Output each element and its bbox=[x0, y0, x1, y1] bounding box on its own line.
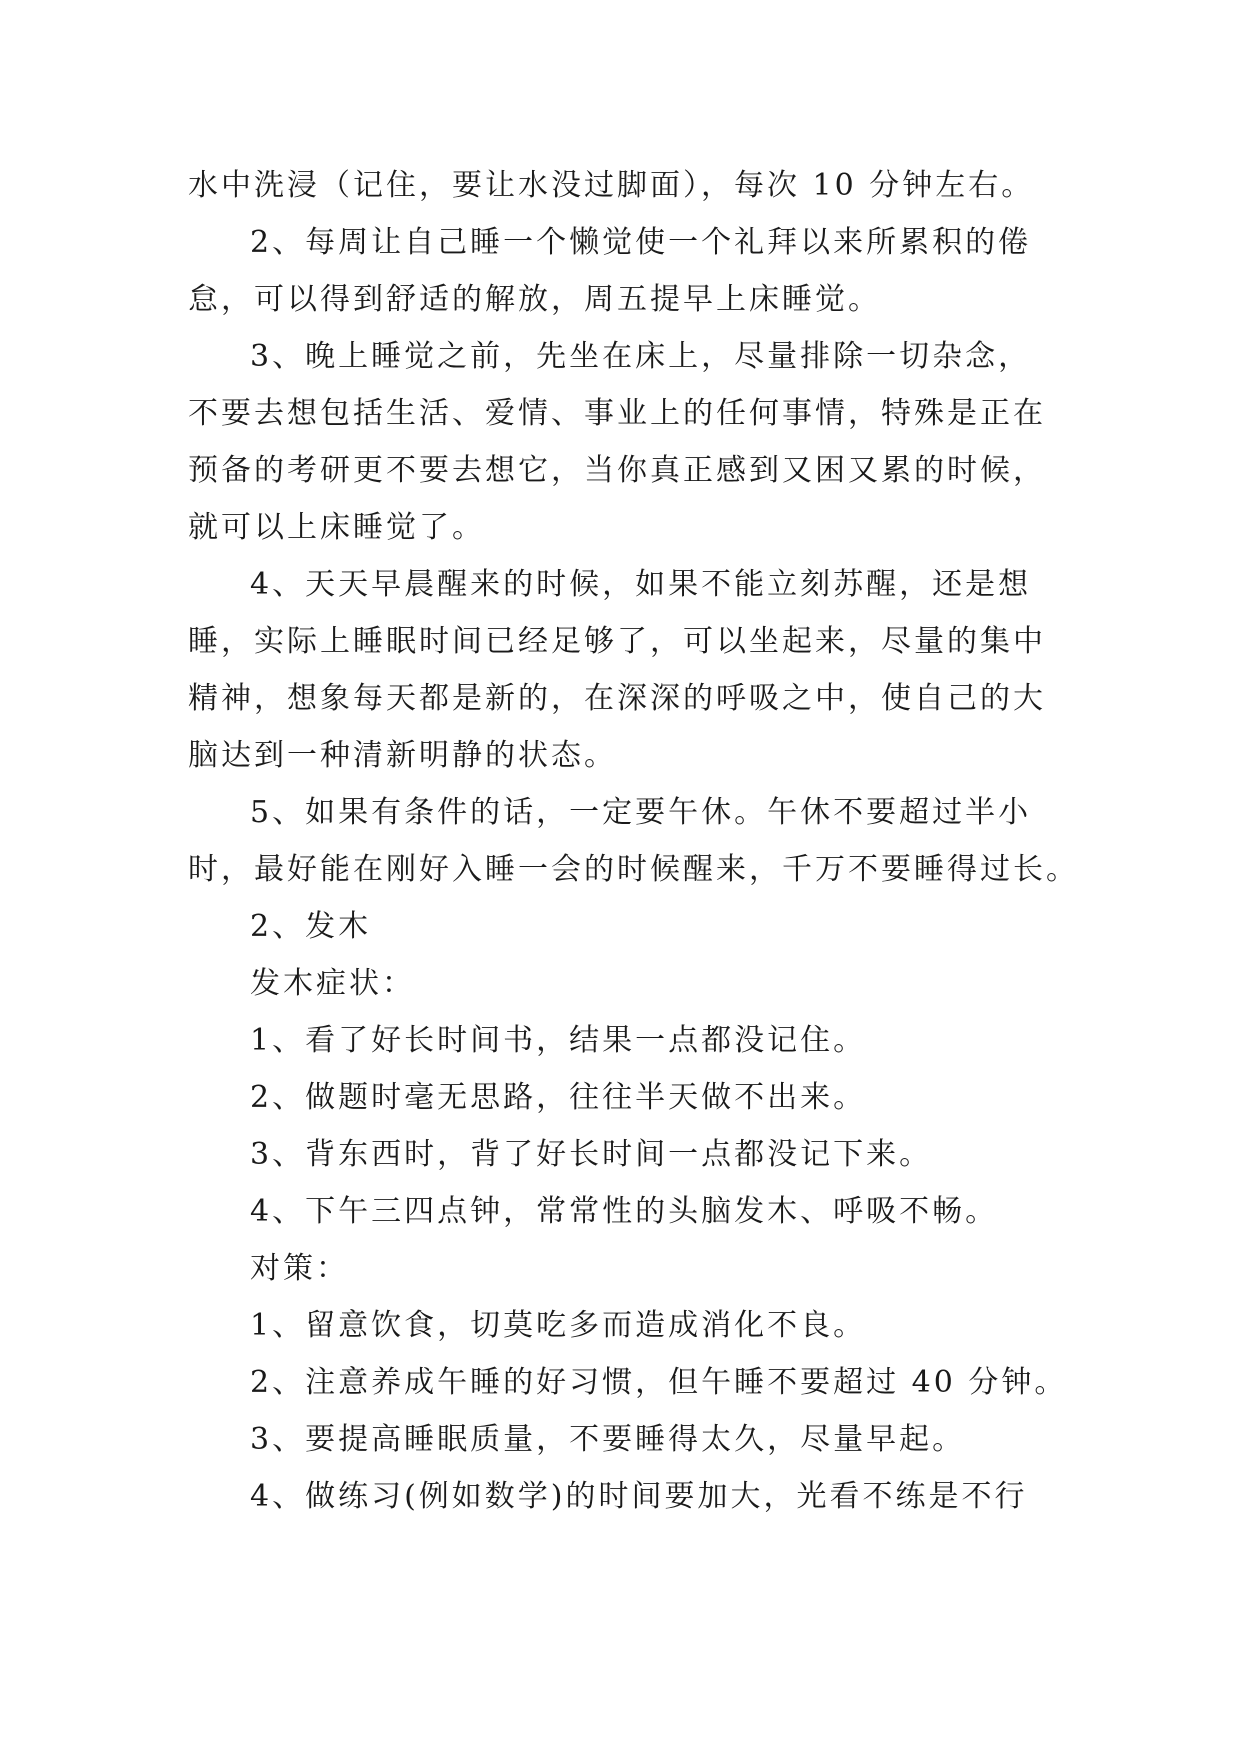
list-item: 2、做题时毫无思路，往往半天做不出来。 bbox=[250, 1080, 867, 1115]
subheading: 发木症状： bbox=[250, 966, 415, 1001]
list-item: 1、看了好长时间书，结果一点都没记住。 bbox=[250, 1023, 867, 1058]
paragraph-line: 4、天天早晨醒来的时候，如果不能立刻苏醒，还是想 bbox=[250, 567, 1032, 602]
paragraph-line: 水中洗浸（记住，要让水没过脚面），每次 10 分钟左右。 bbox=[188, 168, 1035, 203]
paragraph-line: 不要去想包括生活、爱情、事业上的任何事情，特殊是正在 bbox=[188, 396, 1046, 431]
paragraph-line: 2、每周让自己睡一个懒觉使一个礼拜以来所累积的倦 bbox=[250, 225, 1032, 260]
paragraph-line: 就可以上床睡觉了。 bbox=[188, 510, 485, 545]
paragraph-line: 3、晚上睡觉之前，先坐在床上，尽量排除一切杂念， bbox=[250, 339, 1032, 374]
paragraph-line: 精神，想象每天都是新的，在深深的呼吸之中，使自己的大 bbox=[188, 681, 1046, 716]
list-item: 3、要提高睡眠质量，不要睡得太久，尽量早起。 bbox=[250, 1422, 966, 1457]
list-item: 1、留意饮食，切莫吃多而造成消化不良。 bbox=[250, 1308, 867, 1343]
paragraph-line: 脑达到一种清新明静的状态。 bbox=[188, 738, 617, 773]
list-item: 3、背东西时，背了好长时间一点都没记下来。 bbox=[250, 1137, 933, 1172]
list-item: 2、注意养成午睡的好习惯，但午睡不要超过 40 分钟。 bbox=[250, 1365, 1068, 1400]
paragraph-line: 睡，实际上睡眠时间已经足够了，可以坐起来，尽量的集中 bbox=[188, 624, 1046, 659]
section-heading: 2、发木 bbox=[250, 909, 372, 944]
subheading: 对策： bbox=[250, 1251, 349, 1286]
list-item: 4、下午三四点钟，常常性的头脑发木、呼吸不畅。 bbox=[250, 1194, 999, 1229]
list-item: 4、做练习(例如数学)的时间要加大，光看不练是不行 bbox=[250, 1479, 1028, 1514]
paragraph-line: 怠，可以得到舒适的解放，周五提早上床睡觉。 bbox=[188, 282, 881, 317]
paragraph-line: 时，最好能在刚好入睡一会的时候醒来，千万不要睡得过长。 bbox=[188, 852, 1079, 887]
paragraph-line: 5、如果有条件的话，一定要午休。午休不要超过半小 bbox=[250, 795, 1032, 830]
paragraph-line: 预备的考研更不要去想它，当你真正感到又困又累的时候， bbox=[188, 453, 1046, 488]
